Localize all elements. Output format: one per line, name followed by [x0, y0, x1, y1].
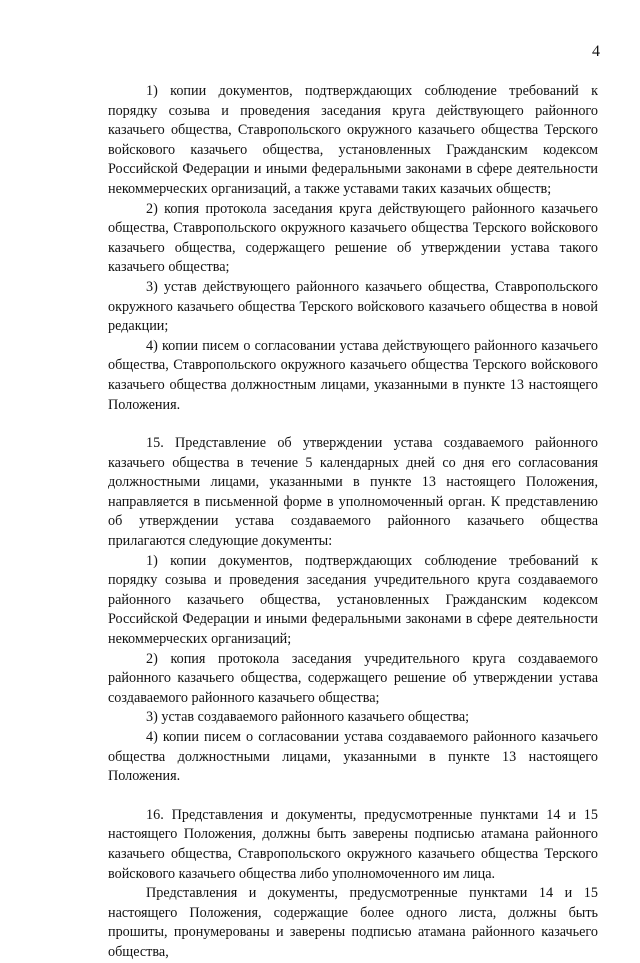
paragraph-gap — [108, 787, 598, 806]
paragraph: 15. Представление об утверждении устава создаваемого районного казачьего общества в течение 5 календарных дней со дня его согласования должностными лицами, указанными в пункте 13 настоящего Положения, направляется в письменной форме в уполномоченный орган. К представлению об утверждении устава создаваемого районного казачьего общества прилагаются следующие документы: — [108, 435, 598, 550]
paragraph: 2) копия протокола заседания учредительного круга создаваемого районного казачьего общества, содержащего решение об утверждении устава создаваемого районного казачьего общества; — [108, 650, 598, 706]
paragraph: 2) копия протокола заседания круга действующего районного казачьего общества, Ставропольского окружного казачьего общества Терского войскового казачьего общества, содержащего решение об утверждении устава такого казачьего общества; — [108, 200, 598, 276]
paragraph: Представления и документы, предусмотренные пунктами 14 и 15 настоящего Положения, содержащие более одного листа, должны быть прошиты, пронумерованы и заверены подписью атамана районного казачьего общества, — [108, 885, 598, 960]
paragraph: 3) устав действующего районного казачьего общества, Ставропольского окружного казачьего общества Терского войскового казачьего общества в новой редакции; — [108, 278, 598, 335]
paragraph: 1) копии документов, подтверждающих соблюдение требований к порядку созыва и проведения заседания круга действующего районного казачьего общества, Ставропольского окружного казачьего общества Терского войскового казачьего общества, установленных Гражданским кодексом Российской Федерации и иными федеральными законами в сфере деятельности некоммерческих организаций, а также уставами таких казачьих обществ; — [108, 83, 598, 197]
paragraph: 4) копии писем о согласовании устава действующего районного казачьего общества, Ставропольского окружного казачьего общества Терского войскового казачьего общества должностным лицами, указанными в пункте 13 настоящего Положения. — [108, 337, 598, 413]
document-body — [108, 82, 598, 963]
paragraph: 3) устав создаваемого районного казачьего общества; — [146, 709, 470, 726]
paragraph-gap — [108, 415, 598, 434]
paragraph: 16. Представления и документы, предусмотренные пунктами 14 и 15 настоящего Положения, должны быть заверены подписью атамана районного казачьего общества, Ставропольского окружного казачьего общества Терского войскового казачьего общества либо уполномоченного им лица. — [108, 806, 598, 882]
paragraph: 1) копии документов, подтверждающих соблюдение требований к порядку созыва и проведения заседания учредительного круга создаваемого районного казачьего общества, установленных Гражданским кодексом Российской Федерации и иными федеральными законами в сфере деятельности некоммерческих организаций; — [108, 552, 598, 648]
page-number: 4 — [592, 43, 600, 60]
paragraph: 4) копии писем о согласовании устава создаваемого районного казачьего общества должностными лицами, указанными в пункте 13 настоящего Положения. — [108, 729, 598, 785]
